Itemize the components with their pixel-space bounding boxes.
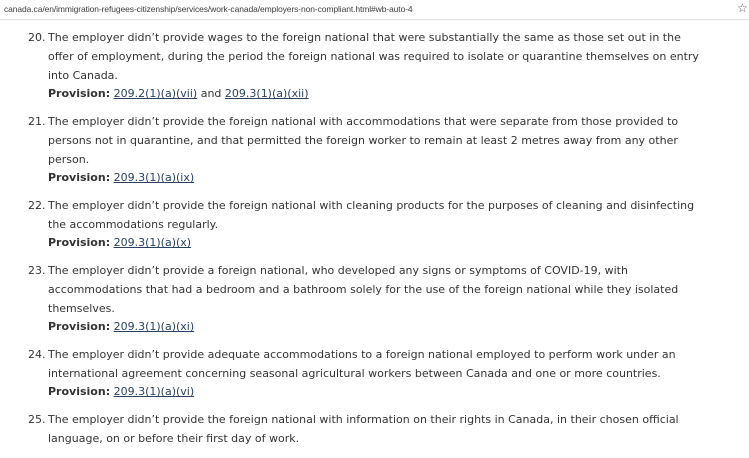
list-item (28, 345, 708, 400)
provision-link[interactable]: 209.3(1)(a)(xii) (224, 87, 309, 100)
item-text: The employer didn’t provide adequate accommodations to a foreign national employed to perform work under an international agreement concerning seasonal agricultural workers between Canada and one or more countries. (48, 348, 676, 380)
provision-connector: and (200, 87, 222, 100)
provision-label: Provision: (48, 171, 111, 184)
item-number: 25. (28, 413, 46, 426)
provision-label: Provision: (48, 385, 111, 398)
provision-line (48, 234, 708, 251)
provision-link[interactable]: 209.3(1)(a)(ix) (113, 171, 195, 184)
list-item (28, 410, 708, 448)
provision-label: Provision: (48, 87, 111, 100)
item-text: The employer didn’t provide the foreign national with information on their rights in Canada, in their chosen official language, on or before their first day of work. (48, 413, 679, 445)
item-number: 22. (28, 199, 46, 212)
provision-line (48, 318, 708, 335)
list-item (28, 196, 708, 251)
star-icon[interactable]: ☆ (737, 1, 748, 15)
item-number: 24. (28, 348, 46, 361)
item-text: The employer didn’t provide wages to the foreign national that were substantially the same as those set out in the offer of employment, during the period the foreign national was required to isolate or quarantine themselves on entry into Canada. (48, 31, 699, 82)
item-text: The employer didn’t provide the foreign national with cleaning products for the purposes of cleaning and disinfecting the accommodations regularly. (48, 199, 695, 231)
item-text: The employer didn’t provide a foreign national, who developed any signs or symptoms of COVID-19, with accommodations that had a bedroom and a bathroom solely for the use of the foreign national while they isolated themselves. (48, 264, 679, 315)
list-item (28, 112, 708, 186)
list-item (28, 261, 708, 335)
provision-line (48, 85, 708, 102)
item-number: 20. (28, 31, 46, 44)
provision-line (48, 383, 708, 400)
item-number: 21. (28, 115, 46, 128)
item-number: 23. (28, 264, 46, 277)
non-compliance-list (28, 28, 708, 458)
provision-link[interactable]: 209.3(1)(a)(x) (113, 236, 192, 249)
list-item (28, 28, 708, 102)
item-text: The employer didn’t provide the foreign national with accommodations that were separate from those provided to persons not in quarantine, and that permitted the foreign worker to remain at least 2 metres away from any other person. (48, 115, 679, 166)
provision-link[interactable]: 209.3(1)(a)(xi) (113, 320, 195, 333)
provision-link[interactable]: 209.2(1)(a)(vii) (113, 87, 198, 100)
provision-line (48, 169, 708, 186)
address-bar[interactable] (0, 0, 749, 20)
provision-label: Provision: (48, 320, 111, 333)
provision-label: Provision: (48, 236, 111, 249)
url-text[interactable]: canada.ca/en/immigration-refugees-citizenship/services/work-canada/employers-non-compliant.html#wb-auto-4 (4, 4, 413, 14)
provision-link[interactable]: 209.3(1)(a)(vi) (113, 385, 195, 398)
